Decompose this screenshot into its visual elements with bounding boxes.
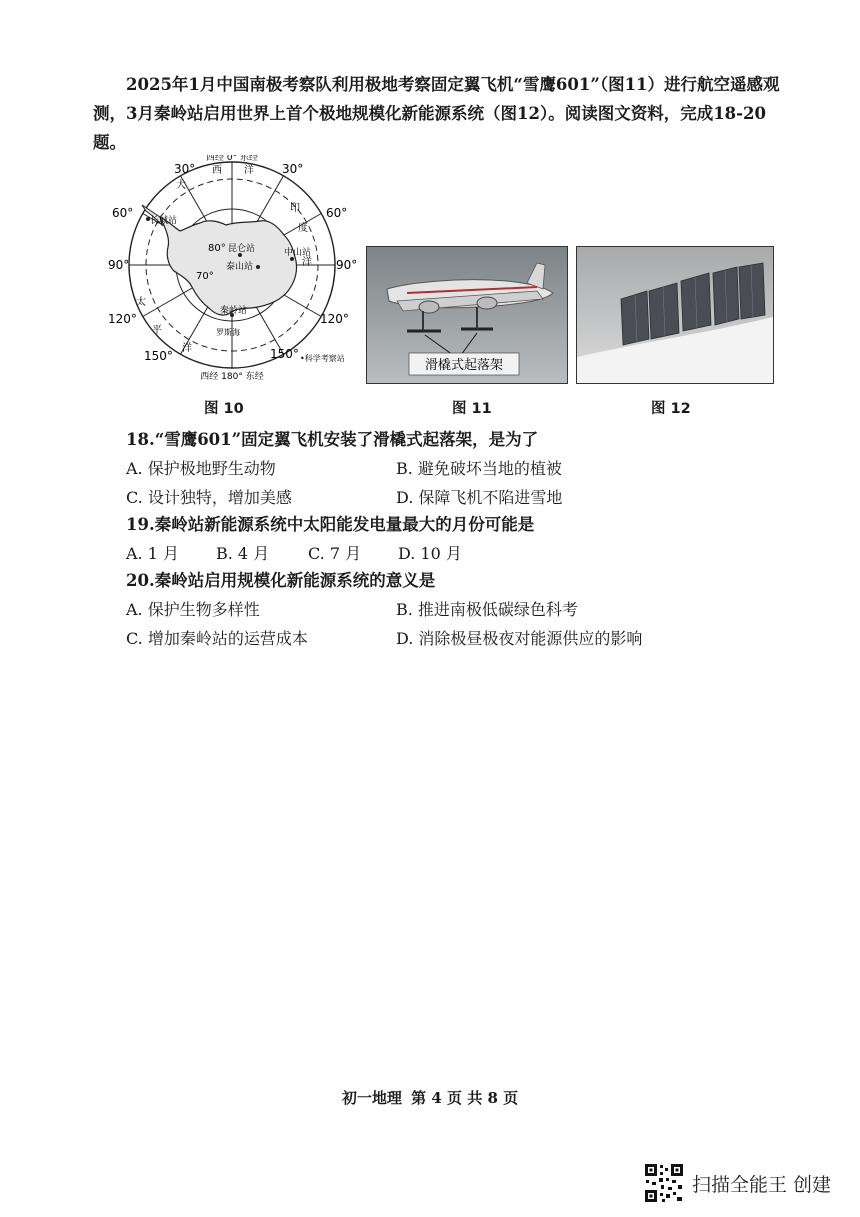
question-19-stem: 19.秦岭站新能源系统中太阳能发电量最大的月份可能是 xyxy=(126,515,535,534)
ocean-atlantic-3: 洋 xyxy=(244,165,254,176)
station-dot-taishan xyxy=(256,265,260,269)
ocean-pacific-2: 平 xyxy=(152,325,162,336)
ocean-indian-1: 印 xyxy=(290,203,300,214)
question-19-option-d: D. 10 月 xyxy=(398,544,462,563)
question-19-option-b: B. 4 月 xyxy=(216,544,270,563)
qr-code-icon xyxy=(644,1163,684,1203)
footer-page-number: 第 4 页 共 8 页 xyxy=(411,1089,519,1107)
lon-label-w60: 60° xyxy=(112,206,134,220)
question-18-option-b: B. 避免破坏当地的植被 xyxy=(396,459,562,478)
lat-label-70: 70° xyxy=(196,271,214,282)
question-20-stem: 20.秦岭站启用规模化新能源系统的意义是 xyxy=(126,571,436,590)
map-bottom-label: 西经 180° 东经 xyxy=(200,372,264,382)
lon-label-w30: 30° xyxy=(174,162,196,176)
lon-label-w120: 120° xyxy=(108,312,137,326)
figure-11-caption: 图 11 xyxy=(452,401,492,417)
map-legend-station: •科学考察站 xyxy=(300,354,345,363)
footer-subject: 初一地理 xyxy=(341,1089,402,1107)
scanner-watermark: 扫描全能王 创建 xyxy=(692,1174,832,1196)
station-taishan: 泰山站 xyxy=(226,262,254,272)
ocean-indian-2: 度 xyxy=(298,223,308,234)
lat-label-80: 80° xyxy=(208,243,226,254)
figure-12-solar-panels-photo xyxy=(576,246,774,384)
figure-10-caption: 图 10 xyxy=(204,401,244,417)
page-footer xyxy=(0,1087,860,1108)
lon-label-e60: 60° xyxy=(326,206,348,220)
figure-12-caption: 图 12 xyxy=(651,401,691,417)
plane-photo-svg xyxy=(367,247,567,383)
figure-11-ski-plane-photo xyxy=(366,246,568,384)
lon-label-w150: 150° xyxy=(144,349,173,363)
ocean-indian-3: 洋 xyxy=(302,257,312,268)
question-20-option-b: B. 推进南极低碳绿色科考 xyxy=(396,600,578,619)
station-kunlun: 昆仑站 xyxy=(228,244,256,254)
ski-gear-label: 滑橇式起落架 xyxy=(424,358,504,373)
question-20-option-c: C. 增加秦岭站的运营成本 xyxy=(126,629,308,648)
ross-sea-label: 罗斯海 xyxy=(216,328,240,337)
intro-paragraph: 2025年1月中国南极考察队利用极地考察固定翼飞机“雪鹰601”（图11）进行航空遥感观测，3月秦岭站启用世界上首个极地规模化新能源系统（图12）。阅读图文资料，完成18-20题。 xyxy=(93,75,780,152)
solar-photo-svg xyxy=(577,247,773,383)
ocean-atlantic-1: 大 xyxy=(176,180,186,191)
lon-label-e90: 90° xyxy=(336,258,356,272)
lon-label-w90: 90° xyxy=(108,258,130,272)
question-18-option-d: D. 保障飞机不陷进雪地 xyxy=(396,488,563,507)
lon-label-e120: 120° xyxy=(320,312,349,326)
station-qinling: 秦岭站 xyxy=(220,306,248,316)
map-top-label: 西经 0° 东经 xyxy=(206,155,258,163)
question-19-option-c: C. 7 月 xyxy=(308,544,362,563)
question-18-option-a: A. 保护极地野生动物 xyxy=(126,459,276,478)
question-20-option-d: D. 消除极昼极夜对能源供应的影响 xyxy=(396,629,643,648)
station-zhongshan: 中山站 xyxy=(284,248,312,258)
lon-label-e150: 150° xyxy=(270,347,299,361)
question-20-option-a: A. 保护生物多样性 xyxy=(126,600,260,619)
ocean-atlantic-2: 西 xyxy=(212,165,222,176)
question-19-option-a: A. 1 月 xyxy=(126,544,179,563)
figure-10-antarctica-map xyxy=(108,155,356,383)
question-18-stem: 18.“雪鹰601”固定翼飞机安装了滑橇式起落架，是为了 xyxy=(126,430,539,449)
antarctica-map-svg xyxy=(108,155,356,383)
ocean-pacific-1: 太 xyxy=(136,297,146,308)
question-18-option-c: C. 设计独特，增加美感 xyxy=(126,488,292,507)
lon-label-e30: 30° xyxy=(282,162,304,176)
ocean-pacific-3: 洋 xyxy=(182,343,192,354)
station-changcheng: 长城站 xyxy=(150,216,178,226)
